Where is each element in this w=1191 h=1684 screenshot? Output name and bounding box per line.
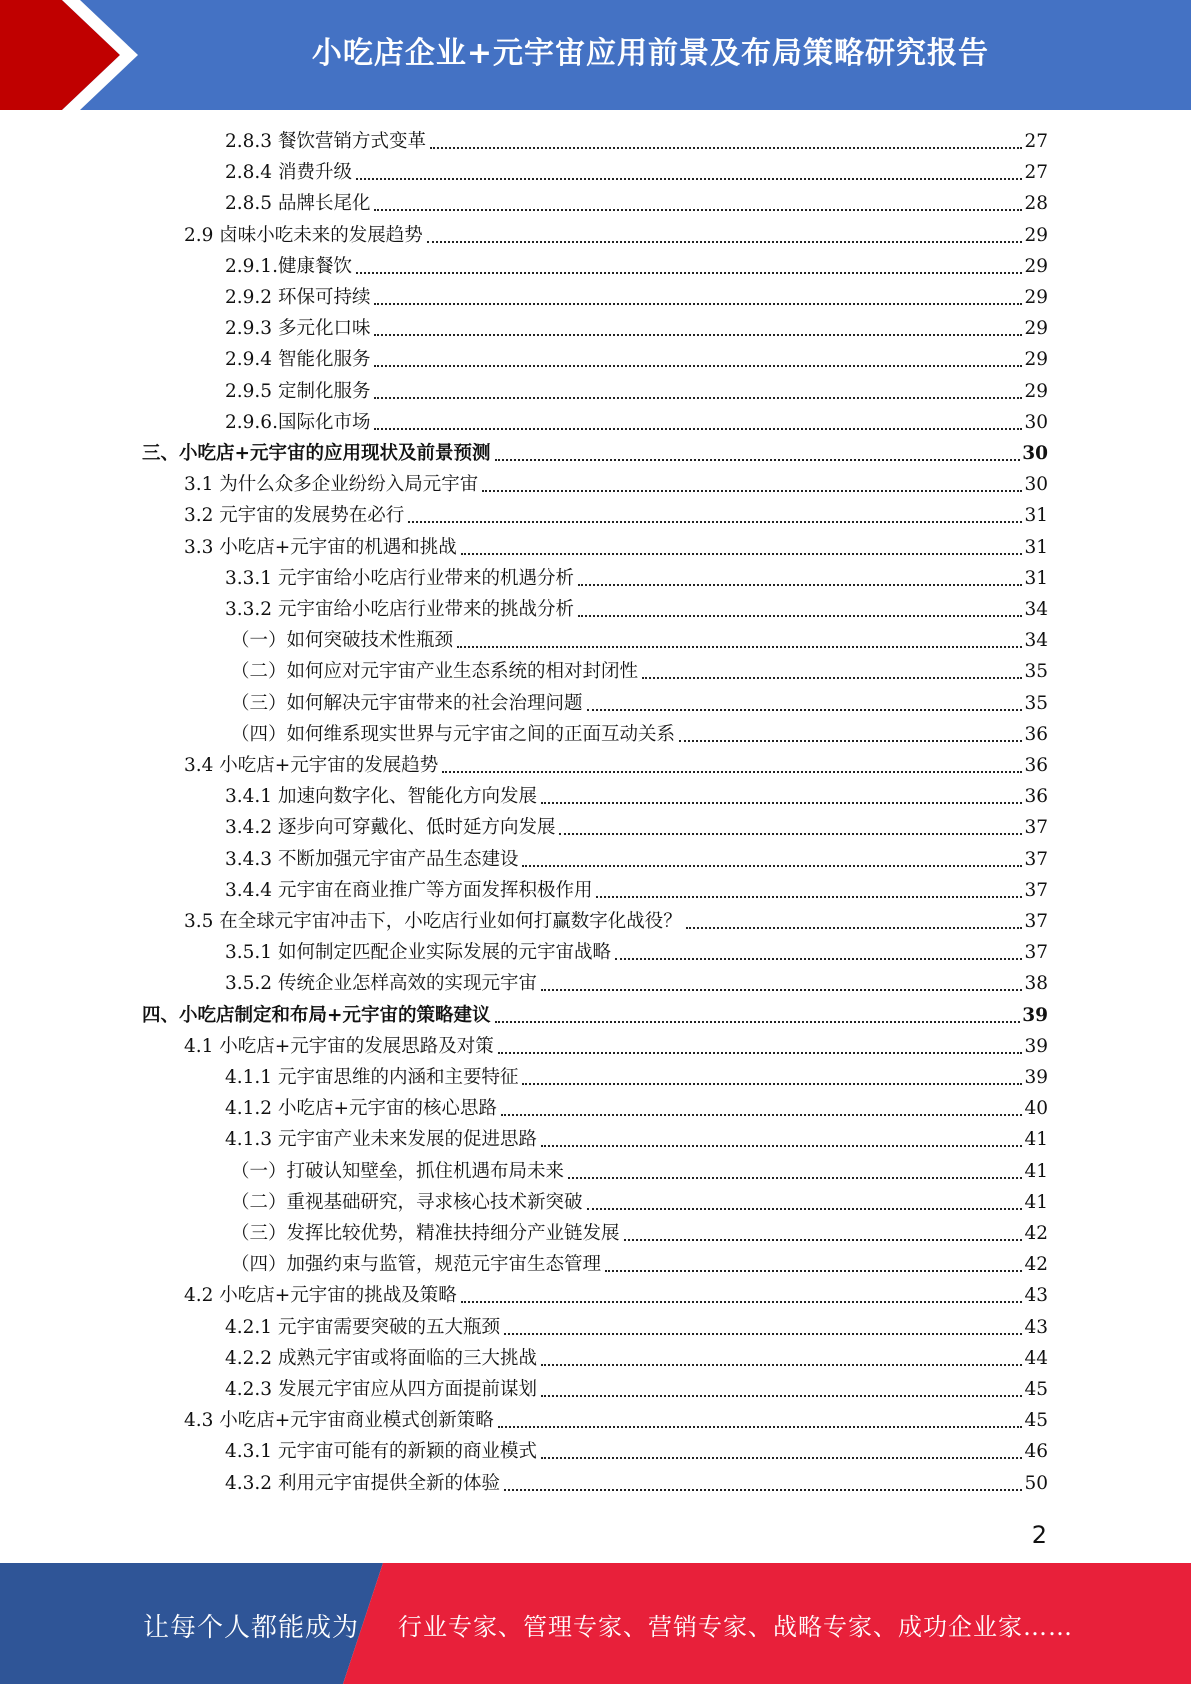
- toc-entry[interactable]: [225, 877, 1048, 905]
- toc-entry-page: 37: [1024, 817, 1048, 839]
- toc-entry-label: 2.9.6.国际化市场: [225, 411, 371, 433]
- toc-entry[interactable]: [225, 1470, 1048, 1498]
- toc-entry-page: 41: [1024, 1160, 1048, 1182]
- toc-entry-label: 4.1.3 元宇宙产业未来发展的促进思路: [225, 1129, 537, 1151]
- toc-entry-page: 29: [1024, 380, 1048, 402]
- toc-dot-leader: [498, 1426, 1023, 1428]
- toc-entry[interactable]: [231, 1189, 1048, 1217]
- toc-entry-label: （一）如何突破技术性瓶颈: [231, 630, 454, 652]
- toc-entry-label: 4.3.1 元宇宙可能有的新颖的商业模式: [225, 1441, 537, 1463]
- toc-entry-page: 31: [1024, 567, 1048, 589]
- arrow-chevron-icon: [0, 0, 160, 110]
- toc-dot-leader: [374, 334, 1022, 336]
- toc-entry-page: 38: [1024, 973, 1048, 995]
- toc-dot-leader: [495, 459, 1021, 461]
- toc-entry[interactable]: [225, 315, 1048, 343]
- toc-entry[interactable]: [184, 752, 1048, 780]
- toc-dot-leader: [495, 1021, 1021, 1023]
- footer-banner: [0, 1563, 1191, 1684]
- toc-dot-leader: [356, 178, 1023, 180]
- toc-entry-page: 31: [1024, 505, 1048, 527]
- toc-dot-leader: [541, 1364, 1022, 1366]
- toc-dot-leader: [642, 677, 1022, 679]
- toc-entry[interactable]: [231, 627, 1048, 655]
- toc-entry-page: 43: [1024, 1285, 1048, 1307]
- toc-entry[interactable]: [225, 1438, 1048, 1466]
- toc-dot-leader: [541, 989, 1022, 991]
- toc-entry-page: 37: [1024, 911, 1048, 932]
- toc-entry[interactable]: [184, 502, 1048, 530]
- toc-entry-page: 35: [1024, 661, 1048, 683]
- toc-dot-leader: [442, 771, 1022, 773]
- toc-entry-page: 30: [1024, 474, 1048, 496]
- toc-entry-label: 2.8.3 餐饮营销方式变革: [225, 131, 426, 152]
- toc-dot-leader: [596, 896, 1022, 898]
- toc-dot-leader: [498, 1052, 1023, 1054]
- toc-entry-page: 29: [1024, 287, 1048, 308]
- toc-entry[interactable]: [184, 222, 1048, 250]
- toc-entry-page: 36: [1024, 786, 1048, 808]
- toc-entry[interactable]: [225, 970, 1048, 998]
- toc-dot-leader: [615, 958, 1022, 960]
- toc-entry[interactable]: [184, 534, 1048, 562]
- toc-entry[interactable]: [225, 596, 1048, 624]
- toc-entry-label: （二）重视基础研究，寻求核心技术新突破: [231, 1191, 583, 1213]
- toc-dot-leader: [559, 833, 1022, 835]
- toc-entry[interactable]: [231, 690, 1048, 718]
- toc-entry-page: 34: [1024, 599, 1048, 620]
- toc-entry-label: 4.3.2 利用元宇宙提供全新的体验: [225, 1472, 500, 1494]
- toc-entry[interactable]: [225, 939, 1048, 967]
- toc-entry[interactable]: [225, 190, 1048, 218]
- toc-entry-page: 29: [1024, 349, 1048, 371]
- toc-entry-page: 37: [1024, 848, 1048, 870]
- toc-entry-label: 2.8.4 消费升级: [225, 162, 352, 184]
- toc-entry-label: 3.4.1 加速向数字化、智能化方向发展: [225, 786, 537, 808]
- toc-entry-page: 29: [1024, 318, 1048, 340]
- toc-dot-leader: [374, 365, 1022, 367]
- toc-entry-label: 4.2.3 发展元宇宙应从四方面提前谋划: [225, 1379, 537, 1400]
- toc-entry-page: 37: [1024, 942, 1048, 964]
- toc-dot-leader: [374, 428, 1022, 430]
- toc-entry[interactable]: [225, 378, 1048, 406]
- toc-entry[interactable]: [231, 1220, 1048, 1248]
- toc-entry-label: 2.9.4 智能化服务: [225, 349, 371, 371]
- toc-entry-page: 43: [1024, 1316, 1048, 1338]
- toc-entry-page: 44: [1024, 1347, 1048, 1369]
- toc-entry[interactable]: [184, 1407, 1048, 1435]
- toc-entry-label: 4.2.2 成熟元宇宙或将面临的三大挑战: [225, 1347, 537, 1369]
- toc-entry-page: 50: [1024, 1472, 1048, 1494]
- header-banner: [0, 0, 1191, 110]
- toc-entry[interactable]: [225, 1126, 1048, 1154]
- toc-entry-page: 34: [1024, 630, 1048, 652]
- toc-entry-label: 4.2.1 元宇宙需要突破的五大瓶颈: [225, 1316, 500, 1338]
- toc-dot-leader: [624, 1239, 1023, 1241]
- toc-entry-label: 2.9.2 环保可持续: [225, 287, 371, 308]
- toc-entry[interactable]: [184, 1282, 1048, 1310]
- toc-entry[interactable]: [184, 1033, 1048, 1061]
- toc-entry-page: 46: [1024, 1441, 1048, 1463]
- toc-entry[interactable]: [225, 284, 1048, 312]
- toc-entry[interactable]: [225, 1345, 1048, 1373]
- toc-entry-page: 31: [1024, 536, 1048, 558]
- toc-entry-label: 3.3.1 元宇宙给小吃店行业带来的机遇分析: [225, 567, 574, 589]
- toc-entry-page: 37: [1024, 879, 1048, 901]
- toc-entry[interactable]: [231, 1158, 1048, 1186]
- page-number: 2: [1031, 1521, 1047, 1549]
- toc-entry-label: （一）打破认知壁垒，抓住机遇布局未来: [231, 1160, 565, 1182]
- toc-dot-leader: [522, 1083, 1022, 1085]
- toc-entry-label: 3.3.2 元宇宙给小吃店行业带来的挑战分析: [225, 599, 574, 620]
- toc-entry[interactable]: [225, 1314, 1048, 1342]
- toc-dot-leader: [461, 553, 1023, 555]
- toc-entry-page: 29: [1024, 224, 1048, 246]
- toc-entry-page: 39: [1022, 1004, 1048, 1026]
- toc-entry-label: 3.4 小吃店+元宇宙的发展趋势: [184, 755, 439, 776]
- toc-entry-page: 30: [1024, 411, 1048, 433]
- toc-dot-leader: [578, 615, 1022, 617]
- toc-entry[interactable]: [184, 471, 1048, 499]
- toc-entry-label: （四）如何维系现实世界与元宇宙之间的正面互动关系: [231, 723, 676, 745]
- toc-entry-label: （三）发挥比较优势，精准扶持细分产业链发展: [231, 1223, 620, 1244]
- toc-entry-label: 三、小吃店+元宇宙的应用现状及前景预测: [142, 443, 491, 464]
- toc-entry-label: 2.9.1.健康餐饮: [225, 255, 352, 277]
- toc-entry[interactable]: [225, 1376, 1048, 1404]
- toc-entry[interactable]: [225, 783, 1048, 811]
- toc-entry-label: 3.3 小吃店+元宇宙的机遇和挑战: [184, 536, 457, 558]
- toc-entry-label: （二）如何应对元宇宙产业生态系统的相对封闭性: [231, 661, 639, 683]
- toc-entry[interactable]: [225, 253, 1048, 281]
- toc-dot-leader: [482, 490, 1022, 492]
- toc-dot-leader: [374, 303, 1022, 305]
- toc-entry-label: 4.1.2 小吃店+元宇宙的核心思路: [225, 1098, 497, 1120]
- footer-slogan-right: 行业专家、管理专家、营销专家、战略专家、成功企业家……: [398, 1613, 1073, 1641]
- toc-entry-page: 39: [1024, 1067, 1048, 1088]
- toc-entry[interactable]: [225, 846, 1048, 874]
- toc-entry[interactable]: [231, 658, 1048, 686]
- toc-entry-page: 29: [1024, 255, 1048, 277]
- toc-entry-page: 35: [1024, 692, 1048, 714]
- toc-dot-leader: [501, 1114, 1022, 1116]
- toc-dot-leader: [578, 584, 1022, 586]
- toc-entry-label: 3.5.1 如何制定匹配企业实际发展的元宇宙战略: [225, 942, 611, 964]
- toc-dot-leader: [541, 802, 1022, 804]
- toc-entry-label: 2.8.5 品牌长尾化: [225, 193, 371, 215]
- footer-slogan-left: 让每个人都能成为: [143, 1613, 360, 1643]
- toc-entry-page: 45: [1024, 1410, 1048, 1432]
- toc-entry-page: 41: [1024, 1191, 1048, 1213]
- toc-entry-label: 2.9 卤味小吃未来的发展趋势: [184, 224, 423, 246]
- toc-entry-page: 30: [1022, 443, 1048, 464]
- toc-entry-page: 40: [1024, 1098, 1048, 1120]
- toc-entry-page: 36: [1024, 755, 1048, 776]
- toc-entry-label: 3.5.2 传统企业怎样高效的实现元宇宙: [225, 973, 537, 995]
- toc-dot-leader: [541, 1457, 1022, 1459]
- toc-entry-label: 4.1 小吃店+元宇宙的发展思路及对策: [184, 1035, 494, 1057]
- toc-entry[interactable]: [184, 908, 1048, 936]
- toc-dot-leader: [686, 927, 1023, 929]
- toc-dot-leader: [430, 147, 1022, 149]
- toc-entry-page: 36: [1024, 723, 1048, 745]
- toc-dot-leader: [356, 272, 1023, 274]
- toc-dot-leader: [605, 1270, 1022, 1272]
- toc-dot-leader: [427, 241, 1023, 243]
- toc-entry[interactable]: [142, 1002, 1048, 1030]
- toc-dot-leader: [587, 709, 1023, 711]
- toc-dot-leader: [587, 1208, 1023, 1210]
- toc-entry-page: 28: [1024, 193, 1048, 215]
- toc-entry[interactable]: [225, 1095, 1048, 1123]
- toc-entry-label: 2.9.3 多元化口味: [225, 318, 371, 340]
- toc-dot-leader: [408, 521, 1022, 523]
- toc-dot-leader: [504, 1489, 1022, 1491]
- toc-dot-leader: [679, 740, 1022, 742]
- toc-entry-label: 3.5 在全球元宇宙冲击下，小吃店行业如何打赢数字化战役？: [184, 911, 682, 932]
- toc-dot-leader: [522, 865, 1022, 867]
- toc-entry-page: 39: [1024, 1035, 1048, 1057]
- toc-entry[interactable]: [231, 1251, 1048, 1279]
- toc-entry-page: 41: [1024, 1129, 1048, 1151]
- toc-entry-label: 3.4.4 元宇宙在商业推广等方面发挥积极作用: [225, 879, 593, 901]
- toc-dot-leader: [541, 1395, 1022, 1397]
- toc-entry[interactable]: [225, 565, 1048, 593]
- toc-dot-leader: [374, 397, 1022, 399]
- toc-dot-leader: [457, 646, 1022, 648]
- toc-entry-label: 3.1 为什么众多企业纷纷入局元宇宙: [184, 474, 479, 496]
- toc-entry[interactable]: [225, 814, 1048, 842]
- toc-entry[interactable]: [225, 1064, 1048, 1092]
- toc-entry-label: 4.2 小吃店+元宇宙的挑战及策略: [184, 1285, 457, 1307]
- toc-dot-leader: [374, 209, 1022, 211]
- toc-entry-label: 3.4.3 不断加强元宇宙产品生态建设: [225, 848, 519, 870]
- toc-entry[interactable]: [225, 346, 1048, 374]
- toc-entry[interactable]: [142, 440, 1048, 468]
- toc-entry-label: 3.4.2 逐步向可穿戴化、低时延方向发展: [225, 817, 556, 839]
- toc-entry-page: 27: [1024, 131, 1048, 152]
- toc-entry-label: 3.2 元宇宙的发展势在必行: [184, 505, 405, 527]
- toc-dot-leader: [461, 1301, 1023, 1303]
- document-title: 小吃店企业+元宇宙应用前景及布局策略研究报告: [311, 36, 990, 71]
- toc-entry[interactable]: [225, 128, 1048, 156]
- toc-entry[interactable]: [225, 159, 1048, 187]
- toc-entry-page: 42: [1024, 1254, 1048, 1276]
- toc-entry-label: 四、小吃店制定和布局+元宇宙的策略建议: [142, 1004, 491, 1026]
- toc-entry-page: 27: [1024, 162, 1048, 184]
- toc-entry-label: （三）如何解决元宇宙带来的社会治理问题: [231, 692, 583, 714]
- toc-entry-label: （四）加强约束与监管，规范元宇宙生态管理: [231, 1254, 602, 1276]
- toc-entry-label: 4.1.1 元宇宙思维的内涵和主要特征: [225, 1067, 519, 1088]
- toc-entry-page: 45: [1024, 1379, 1048, 1400]
- toc-entry-label: 2.9.5 定制化服务: [225, 380, 371, 402]
- toc-dot-leader: [541, 1145, 1022, 1147]
- toc-entry-label: 4.3 小吃店+元宇宙商业模式创新策略: [184, 1410, 494, 1432]
- toc-entry[interactable]: [225, 409, 1048, 437]
- toc-dot-leader: [504, 1333, 1022, 1335]
- toc-dot-leader: [568, 1177, 1022, 1179]
- toc-entry[interactable]: [231, 721, 1048, 749]
- toc-entry-page: 42: [1024, 1223, 1048, 1244]
